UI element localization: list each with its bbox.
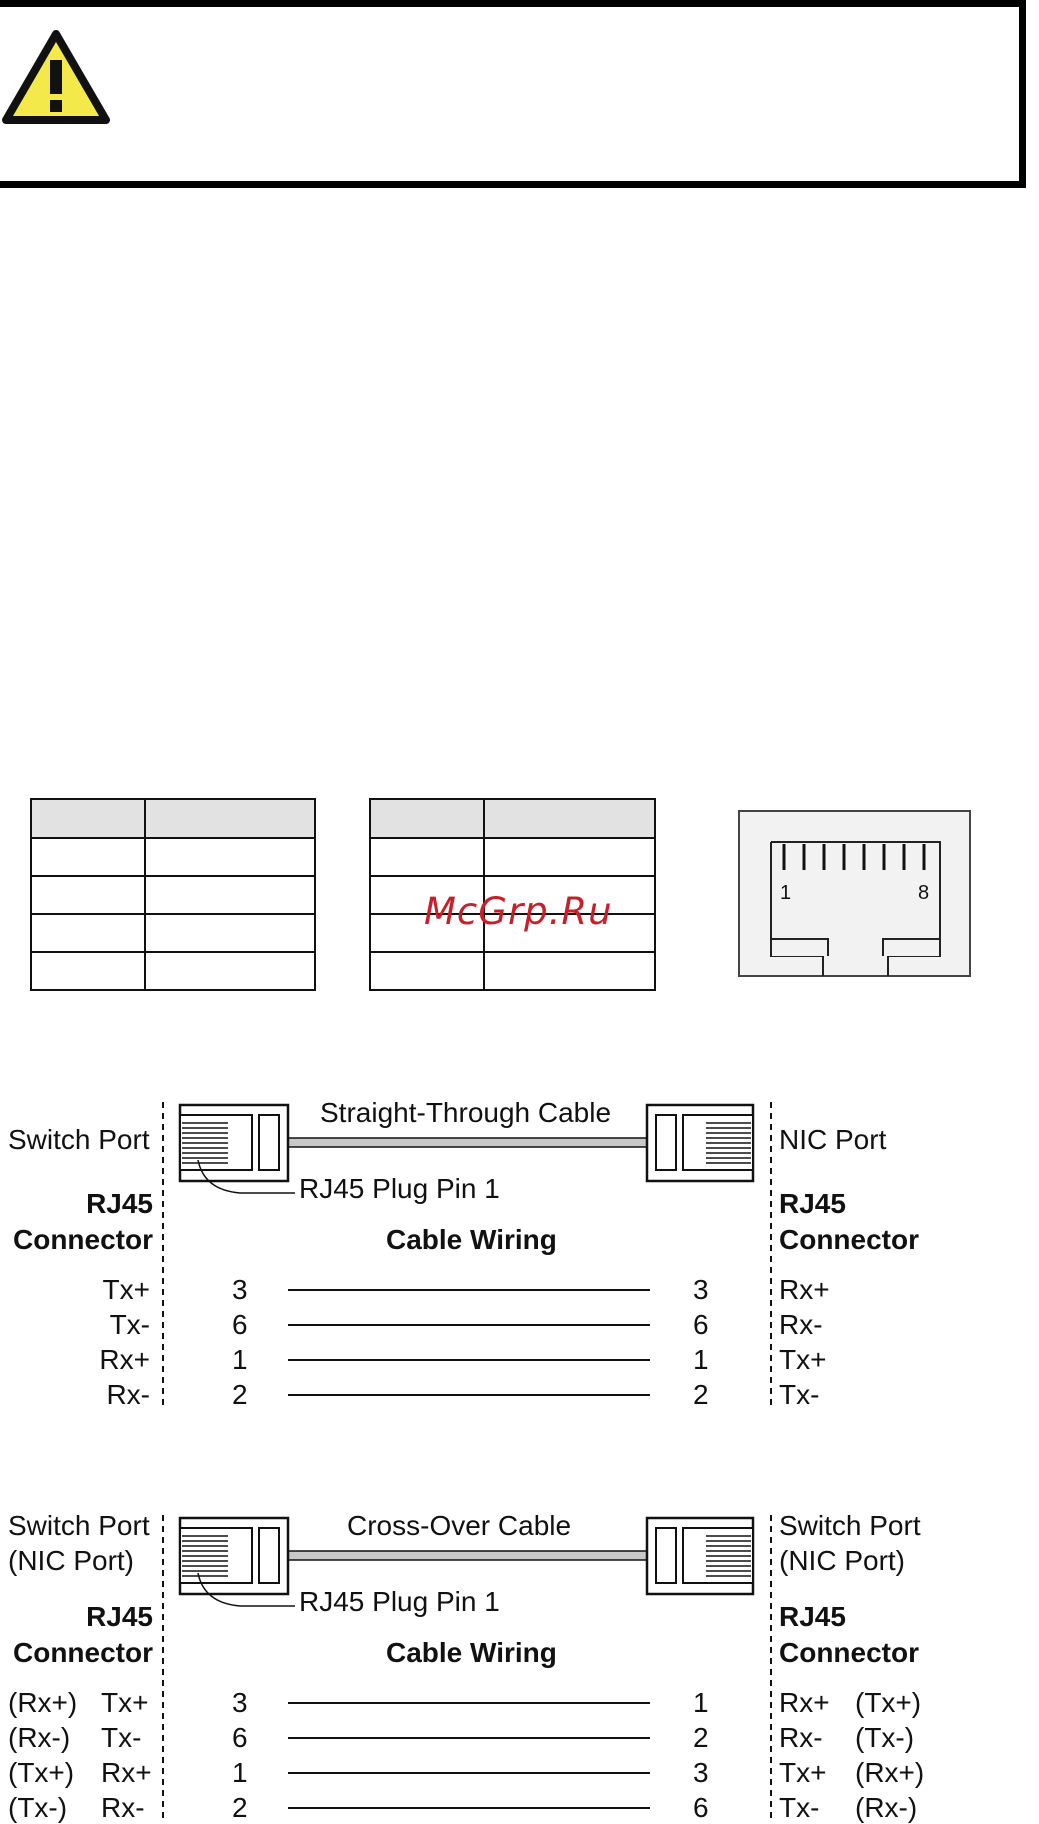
cross-row2-right-signal: Rx- — [779, 1722, 823, 1753]
straight-left-connector-line1: RJ45 — [86, 1188, 153, 1219]
cross-row4-left-alt: (Tx-) — [8, 1792, 68, 1823]
rj45-jack-diagram — [738, 810, 973, 978]
cross-row2-right-alt: (Tx-) — [855, 1722, 915, 1753]
cross-row1-left-alt: (Rx+) — [8, 1687, 78, 1718]
jack-pin-last: 8 — [918, 882, 930, 904]
straight-right-port: NIC Port — [779, 1124, 887, 1155]
straight-cable-title: Straight-Through Cable — [320, 1097, 612, 1128]
cross-right-connector-line2: Connector — [779, 1637, 919, 1668]
straight-right-connector-line2: Connector — [779, 1224, 919, 1255]
cross-left-port-alt: (NIC Port) — [8, 1545, 134, 1576]
straight-left-connector-line2: Connector — [13, 1224, 153, 1255]
straight-row2-left-signal: Tx- — [109, 1309, 150, 1340]
straight-row4-left-signal: Rx- — [106, 1379, 150, 1410]
straight-row3-right-signal: Tx+ — [779, 1344, 827, 1375]
cross-row3-left-pin: 1 — [232, 1757, 248, 1788]
straight-row2-right-signal: Rx- — [779, 1309, 823, 1340]
straight-row1-left-signal: Tx+ — [102, 1274, 150, 1305]
cross-row4-left-signal: Rx- — [101, 1792, 145, 1823]
straight-plug-label: RJ45 Plug Pin 1 — [299, 1173, 500, 1204]
straight-row1-right-signal: Rx+ — [779, 1274, 830, 1305]
watermark: McGrp.Ru — [424, 890, 613, 933]
cross-row4-right-pin: 6 — [693, 1792, 709, 1823]
pin-table-1 — [30, 798, 316, 991]
cross-left-connector-line1: RJ45 — [86, 1601, 153, 1632]
straight-row1-right-pin: 3 — [693, 1274, 709, 1305]
straight-row3-right-pin: 1 — [693, 1344, 709, 1375]
cross-row1-left-signal: Tx+ — [101, 1687, 149, 1718]
cross-row1-right-signal: Rx+ — [779, 1687, 830, 1718]
cross-row2-right-pin: 2 — [693, 1722, 709, 1753]
straight-left-port: Switch Port — [8, 1124, 150, 1155]
cross-row4-left-pin: 2 — [232, 1792, 248, 1823]
jack-pin-first: 1 — [780, 882, 792, 904]
straight-row1-left-pin: 3 — [232, 1274, 248, 1305]
warning-box — [0, 0, 1026, 188]
cross-row4-right-signal: Tx- — [779, 1792, 820, 1823]
cross-plug-label: RJ45 Plug Pin 1 — [299, 1586, 500, 1617]
straight-row4-left-pin: 2 — [232, 1379, 248, 1410]
straight-wiring-title: Cable Wiring — [386, 1224, 557, 1255]
straight-row2-left-pin: 6 — [232, 1309, 248, 1340]
cross-right-connector-line1: RJ45 — [779, 1601, 846, 1632]
cross-right-port: Switch Port — [779, 1510, 921, 1541]
cross-row1-right-pin: 1 — [693, 1687, 709, 1718]
cross-row2-left-alt: (Rx-) — [8, 1722, 71, 1753]
cross-wiring-title: Cable Wiring — [386, 1637, 557, 1668]
cross-row1-right-alt: (Tx+) — [855, 1687, 922, 1718]
cross-row3-left-signal: Rx+ — [101, 1757, 152, 1788]
straight-row3-left-signal: Rx+ — [99, 1344, 150, 1375]
straight-right-connector-line1: RJ45 — [779, 1188, 846, 1219]
cross-row3-left-alt: (Tx+) — [8, 1757, 75, 1788]
straight-row4-right-signal: Tx- — [779, 1379, 820, 1410]
cross-left-port: Switch Port — [8, 1510, 150, 1541]
cross-cable-title: Cross-Over Cable — [347, 1510, 572, 1541]
cross-row3-right-signal: Tx+ — [779, 1757, 827, 1788]
straight-row2-right-pin: 6 — [693, 1309, 709, 1340]
straight-row4-right-pin: 2 — [693, 1379, 709, 1410]
cross-left-connector-line2: Connector — [13, 1637, 153, 1668]
cross-row1-left-pin: 3 — [232, 1687, 248, 1718]
warning-icon — [2, 30, 110, 125]
cross-row3-right-pin: 3 — [693, 1757, 709, 1788]
cross-row2-left-signal: Tx- — [101, 1722, 142, 1753]
cross-row2-left-pin: 6 — [232, 1722, 248, 1753]
cross-right-port-alt: (NIC Port) — [779, 1545, 905, 1576]
cross-row3-right-alt: (Rx+) — [855, 1757, 925, 1788]
straight-row3-left-pin: 1 — [232, 1344, 248, 1375]
cross-row4-right-alt: (Rx-) — [855, 1792, 918, 1823]
